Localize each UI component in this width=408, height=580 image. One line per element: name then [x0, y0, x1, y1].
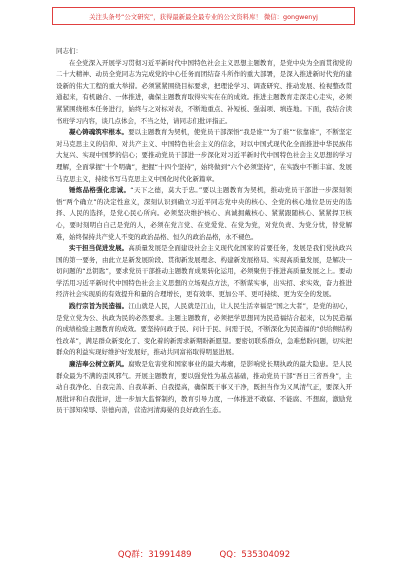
paragraph-text: 要以主题教育为契机，使党员干部深悟“我是谁”“为了谁”“依靠谁”，不断坚定对马克思主义的信仰、对共产主义、中国特色社会主义的信念，对以中国式现代化全面推进中华民族伟大复兴、实现中国梦的信心；要推动党员干部进一步深化对习近平新时代中国特色社会主义思想的学习理解，全面掌握“十个明确”，把握“十四个坚持”，始终做到“六个必须坚持”，在实践中不断丰富、发展马克思主义，持续书写马克思主义中国化时代化新篇章。: [56, 128, 352, 183]
paragraph-lead: 凝心铸魂筑牢根本。: [69, 128, 129, 137]
qq-contact: QQ：535304092: [219, 550, 291, 560]
paragraph-text: 高质量发展是全面建设社会主义现代化国家的首要任务，发展是我们党执政兴国的第一要务，由此立足新发展阶段、贯彻新发展理念、构建新发展格局、实现高质量发展，是解决一切问题的“总钥匙”，要求党员干部推动主题教育成果转化运用，必须聚焦于推进高质量发展之上。要动学活用习近平新时代中国特色社会主义思想的立场观点方法，不断谋实事，出实招、求实效，奋力推进经济社会实现质的有效提升和量的合理增长，更有效率、更加公平、更可持续、更为安全的发展。: [56, 244, 353, 299]
contact-footer: [0, 548, 408, 560]
paragraph-text: “天下之德，莫大于忠。”要以主题教育为契机，推动党员干部进一步深刻领悟“两个确立”的决定性意义，深刻认识到确立习近平同志党中央的核心、全党的核心地位是历史的选择、人民的选择，是党心民心所向。必须坚决维护核心、真诚拥戴核心、紧紧跟随核心、紧紧捍卫核心，要时刻明白自己是党的人，必须在党言党、在党爱党、在党为党，对党负责、为党分忧，替党解难，始终保持共产党人不变的政治品格、恒久的政治品格，永不褪色。: [56, 186, 352, 241]
qq-group: QQ群：31991489: [117, 550, 192, 560]
promo-banner-text: 关注头条号“公文研究”，获得最新最全最专业的公文资料库！ 微信：gongwenyj: [89, 12, 318, 21]
paragraph-lead: 廉洁奉公树立新风。: [69, 360, 129, 369]
paragraph-development: [56, 243, 352, 301]
paragraph-loyalty: [56, 185, 352, 243]
paragraph-integrity: [56, 359, 352, 417]
paragraph-text: 在全党深入开展学习贯彻习近平新时代中国特色社会主义思想主题教育，是党中央为全面贯彻党的二十大精神、动员全党同志为完成党的中心任务而团结奋斗所作的重大部署，是深入推进新时代党的建设新的伟大工程的重大举措。必须紧紧围绕目标要求，把理论学习、调查研究、推动发展、检视整改贯通起来，有机融合、一体推进，确保主题教育取得实实在在的成效。推进主题教育走深走心走实，必须紧紧围绕根本任务进行，始终与之对标对表，不断地重点、补短板、强弱项、填连地。下面，我结合读书班学习内容，谈几点体会，不当之处，请同志们批评指正。: [56, 58, 352, 125]
paragraph-text: 腐败是危害党和国家事业的最大毒瘤，是影响党长期执政的最大隐患。是人民群众最为不满的歪风邪气。开展主题教育，要以强党性为基点基础，推动党员干部“吾日三省吾身”，主动自我净化、自我完善、自我革新、自我提高，确保既干事又干净，既担当作为又风清气正，要深入开展批评和自我批评，进一步加大监督制约，教育引导力度，一体推进不敢腐、不能腐、不想腐，激励党员干部知荣辱、崇德向善，营造河清海晏的良好政治生态。: [56, 360, 353, 415]
paragraph-text: 江山就是人民，人民就是江山，让人民生活幸福是“国之大者”，是党的初心，是党立党为公、执政为民的必然要求。主题主题教育，必须把学思想同为民造福结合起来，以为民造福的成绩检验主题教育的成效。要坚持问政于民、问计于民、问需于民，不断深化为民造福的“供给侧结构性改革”，满足群众新变化了、变化着的新需求新期盼新愿望。要密切联系群众，急难愁盼问题，切实把群众的利益实现好维护好发展好，推动共同富裕取得明显进展。: [56, 302, 352, 357]
paragraph-lead: 践行宗旨为民造福。: [69, 302, 129, 311]
paragraph-lead: 锤炼品格强化忠诚。: [69, 186, 131, 195]
promo-banner: [52, 7, 355, 25]
paragraph-intro: [56, 58, 352, 128]
greeting: 同志们：: [56, 47, 82, 55]
paragraph-people: [56, 301, 352, 359]
paragraph-lead: 实干担当促进发展。: [69, 244, 129, 253]
document-body: [56, 46, 352, 417]
paragraph-foundation: [56, 127, 352, 185]
